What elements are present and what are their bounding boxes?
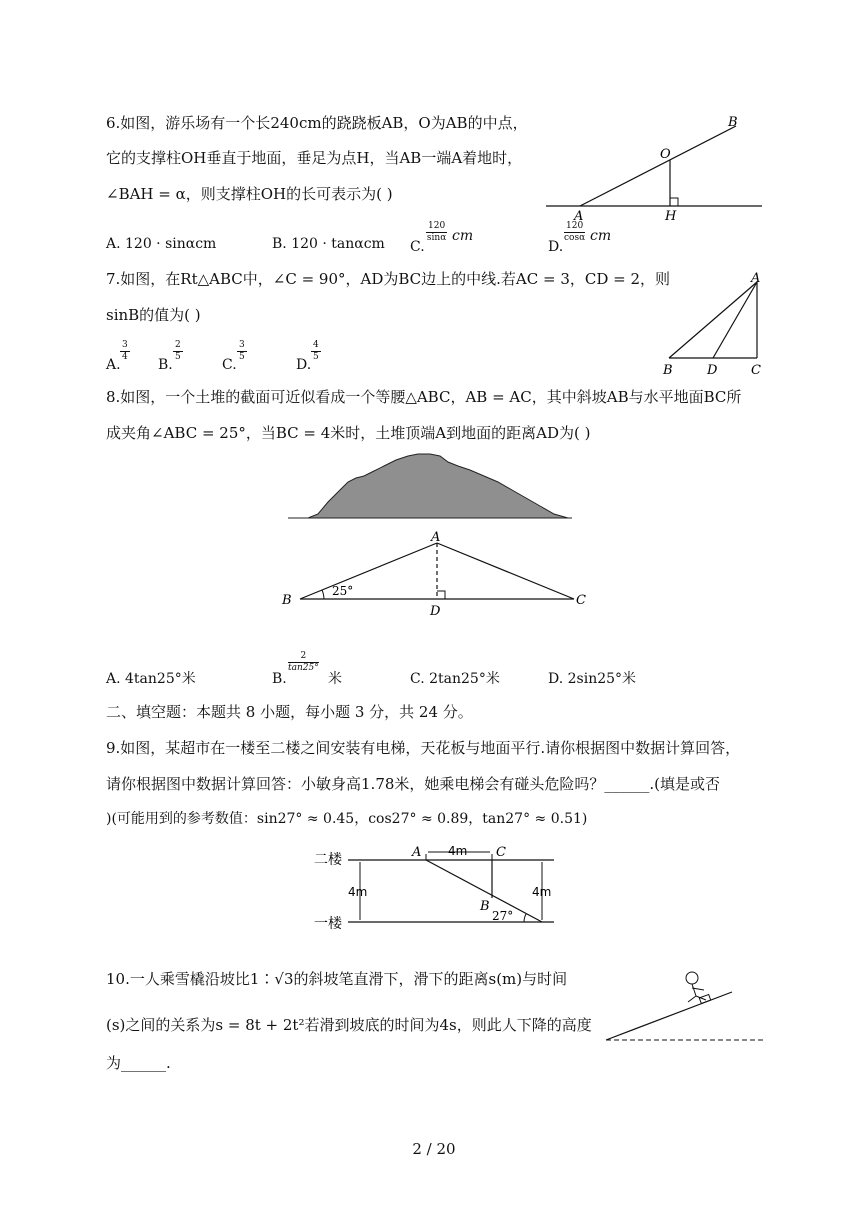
label-d: D bbox=[430, 604, 441, 619]
q8-triangle-figure bbox=[278, 527, 598, 622]
fraction-denominator: tan25° bbox=[288, 663, 319, 673]
fraction-denominator: 4 bbox=[122, 352, 128, 362]
q9-line2: 请你根据图中数据计算回答：小敏身高1.78米，她乘电梯会有碰头危险吗？______.(填是或否 bbox=[106, 775, 721, 793]
q8-option-c: C. 2tan25°米 bbox=[410, 671, 500, 687]
fraction-numerator: 2 bbox=[175, 340, 181, 350]
q6-option-c-fraction bbox=[426, 222, 447, 243]
q9-line1: 9.如图，某超市在一楼至二楼之间安装有电梯，天花板与地面平行.请你根据图中数据计算回答， bbox=[106, 739, 741, 757]
q6-figure bbox=[540, 112, 770, 222]
label-b: B bbox=[728, 115, 738, 130]
fraction-numerator: 120 bbox=[566, 221, 584, 231]
fraction-numerator: 3 bbox=[239, 340, 245, 350]
q6-option-b: B. 120 · tanαcm bbox=[272, 236, 385, 252]
median-ad bbox=[713, 282, 757, 358]
page-number: 2 / 20 bbox=[412, 1140, 456, 1158]
label-floor2: 二楼 bbox=[314, 852, 342, 868]
angle-arc bbox=[322, 590, 324, 599]
label-b: B bbox=[282, 593, 292, 608]
q7-option-d-fraction bbox=[311, 341, 321, 362]
q6-line2: 它的支撑柱OH垂直于地面，垂足为点H，当AB一端A着地时， bbox=[106, 149, 523, 167]
label-4m-left: 4m bbox=[348, 885, 368, 899]
q7-option-a-fraction bbox=[120, 341, 130, 362]
label-a: A bbox=[751, 271, 761, 286]
mound-shape bbox=[290, 454, 568, 518]
side-ac bbox=[437, 543, 574, 599]
q8-line1: 8.如图，一个土堆的截面可近似看成一个等腰△ABC，AB = AC，其中斜坡AB与水平地面BC所 bbox=[106, 388, 742, 406]
section-heading: 二、填空题：本题共 8 小题，每小题 3 分，共 24 分。 bbox=[106, 703, 473, 721]
q7-option-d-prefix: D. bbox=[296, 357, 312, 373]
label-b: B bbox=[663, 363, 673, 378]
label-a: A bbox=[574, 209, 584, 222]
label-c: C bbox=[576, 593, 586, 608]
fraction-numerator: 3 bbox=[122, 340, 128, 350]
q6-line1: 6.如图，游乐场有一个长240cm的跷跷板AB，O为AB的中点， bbox=[106, 114, 528, 132]
label-a: A bbox=[431, 530, 441, 545]
fraction-numerator: 120 bbox=[428, 221, 446, 231]
fraction-denominator: 5 bbox=[175, 352, 181, 362]
q9-escalator-figure bbox=[310, 838, 560, 936]
q6-line3: ∠BAH = α，则支撑柱OH的长可表示为( ) bbox=[106, 185, 393, 203]
q7-option-b-fraction bbox=[173, 341, 183, 362]
seesaw-line bbox=[580, 126, 736, 206]
q8-option-b-prefix: B. bbox=[272, 671, 287, 687]
right-angle-mark bbox=[437, 591, 445, 599]
q7-line1: 7.如图，在Rt△ABC中，∠C = 90°，AD为BC边上的中线.若AC = 3，CD = 2，则 bbox=[106, 270, 671, 288]
q7-line2: sinB的值为( ) bbox=[106, 306, 201, 324]
q10-line3: 为______. bbox=[106, 1054, 171, 1072]
label-c: C bbox=[496, 845, 506, 860]
label-angle: 27° bbox=[492, 909, 514, 923]
q6-option-d-prefix: D. bbox=[548, 239, 564, 255]
q6-option-c-prefix: C. bbox=[410, 239, 425, 255]
q10-line1: 10.一人乘雪橇沿坡比1∶√3的斜坡笔直滑下，滑下的距离s(m)与时间 bbox=[106, 970, 568, 988]
side-ab bbox=[669, 282, 757, 358]
q8-option-b-fraction bbox=[288, 652, 319, 673]
fraction-denominator: 5 bbox=[313, 352, 319, 362]
q8-option-b-unit: 米 bbox=[328, 671, 342, 687]
q7-figure bbox=[655, 268, 775, 378]
q9-line3: )(可能用到的参考数值：sin27° ≈ 0.45，cos27° ≈ 0.89，tan27° ≈ 0.51) bbox=[106, 811, 588, 827]
person-body bbox=[688, 984, 706, 1002]
fraction-denominator: 5 bbox=[239, 352, 245, 362]
angle-label: 25° bbox=[332, 584, 354, 598]
q7-option-c-fraction bbox=[237, 341, 247, 362]
label-a: A bbox=[412, 845, 422, 860]
label-4m-top: 4m bbox=[448, 844, 468, 858]
q8-option-a: A. 4tan25°米 bbox=[106, 671, 196, 687]
q7-option-b-prefix: B. bbox=[158, 357, 173, 373]
person-head bbox=[686, 972, 698, 984]
q6-option-d-fraction bbox=[564, 222, 585, 243]
fraction-numerator: 2 bbox=[300, 651, 307, 661]
q6-option-d-unit: cm bbox=[590, 228, 612, 244]
label-d: D bbox=[707, 363, 718, 378]
label-h: H bbox=[665, 209, 677, 222]
label-c: C bbox=[751, 363, 761, 378]
label-b: B bbox=[480, 899, 490, 914]
q7-option-c-prefix: C. bbox=[222, 357, 237, 373]
label-floor1: 一楼 bbox=[314, 916, 342, 932]
label-o: O bbox=[660, 147, 671, 162]
q8-mound-picture bbox=[288, 452, 573, 524]
q10-line2: (s)之间的关系为s = 8t + 2t²若滑到坡底的时间为4s，则此人下降的高度 bbox=[106, 1016, 592, 1034]
q7-option-a-prefix: A. bbox=[106, 357, 121, 373]
fraction-denominator: sinα bbox=[426, 233, 447, 243]
q8-option-d: D. 2sin25°米 bbox=[548, 671, 637, 687]
fraction-denominator: cosα bbox=[564, 233, 586, 243]
sled-shape bbox=[699, 994, 710, 1003]
q8-line2: 成夹角∠ABC = 25°，当BC = 4米时，土堆顶端A到地面的距离AD为( ) bbox=[106, 424, 591, 442]
label-4m-right: 4m bbox=[532, 885, 552, 899]
right-angle-mark bbox=[670, 198, 678, 206]
slope-line bbox=[606, 992, 732, 1040]
q10-slope-figure bbox=[600, 966, 770, 1048]
q6-option-c-unit: cm bbox=[452, 228, 474, 244]
q6-option-a: A. 120 · sinαcm bbox=[106, 236, 217, 252]
angle-arc bbox=[524, 914, 526, 922]
fraction-numerator: 4 bbox=[313, 340, 319, 350]
side-ab bbox=[300, 543, 437, 599]
